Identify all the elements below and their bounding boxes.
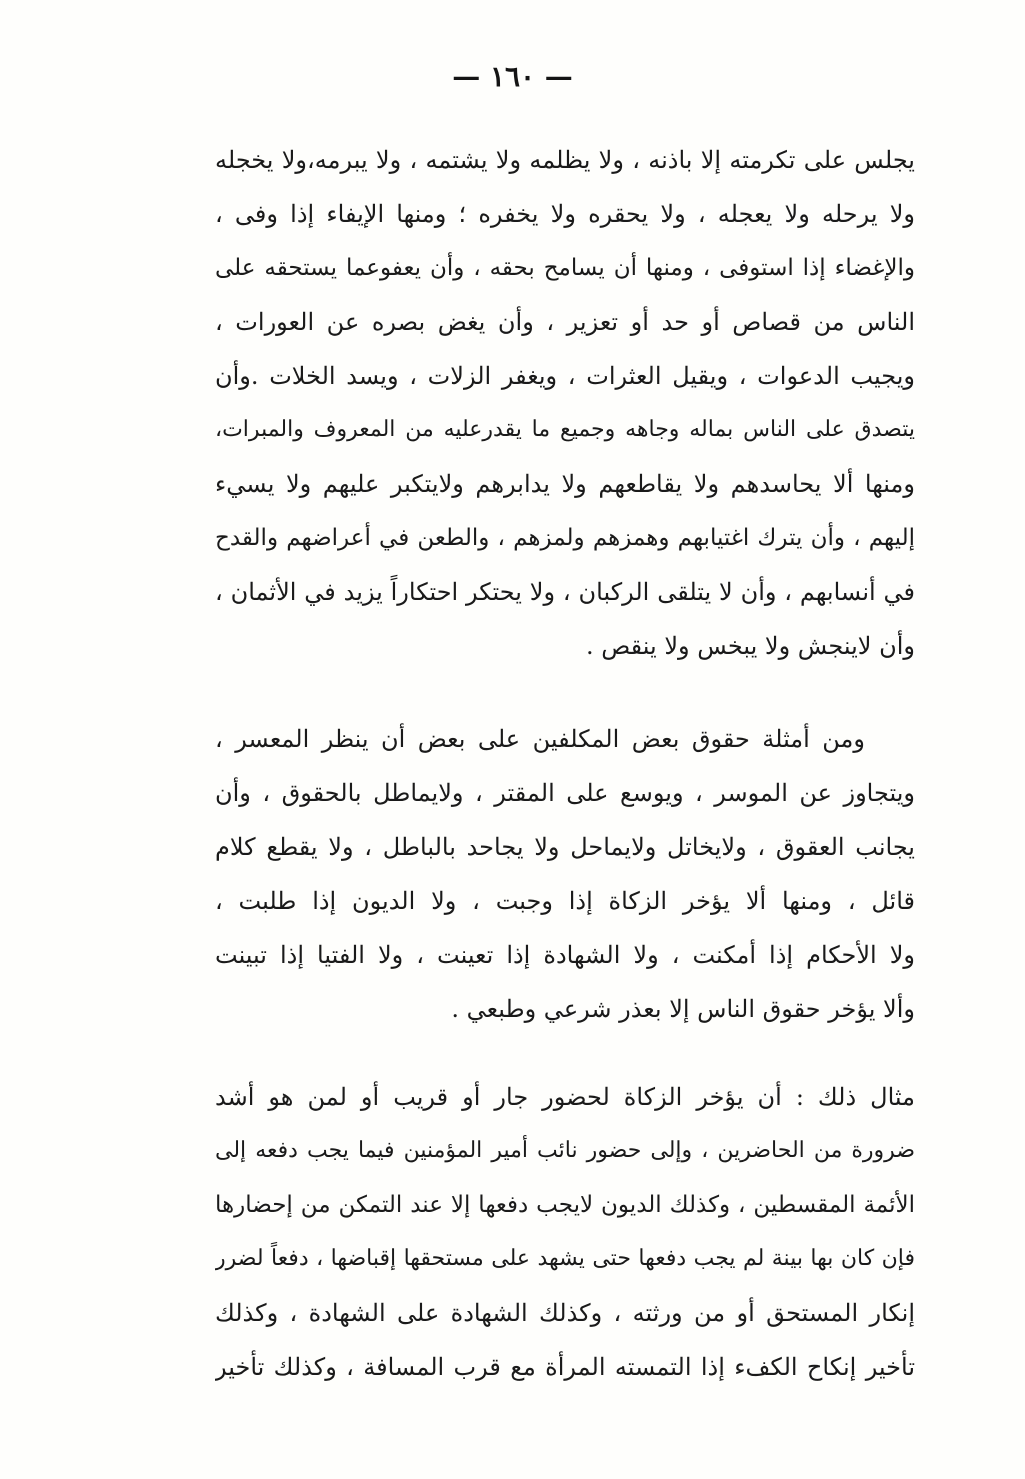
text-line: إليهم ، وأن يترك اغتيابهم وهمزهم ولمزهم ، والطعن في أعراضهم والقدح: [215, 525, 915, 551]
text-line: في أنسابهم ، وأن لا يتلقى الركبان ، ولا يحتكر احتكاراً يزيد في الأثمان ،: [215, 578, 915, 606]
text-line: ولا يرحله ولا يعجله ، ولا يحقره ولا يخفره ؛ ومنها الإيفاء إذا وفى ،: [215, 200, 915, 228]
text-line: تأخير إنكاح الكفء إذا التمسته المرأة مع قرب المسافة ، وكذلك تأخير: [215, 1353, 915, 1381]
text-line: الأئمة المقسطين ، وكذلك الديون لايجب دفعها إلا عند التمكن من إحضارها: [215, 1192, 915, 1218]
text-line: وألا يؤخر حقوق الناس إلا بعذر شرعي وطبعي .: [451, 995, 915, 1023]
text-line: إنكار المستحق أو من ورثته ، وكذلك الشهادة على الشهادة ، وكذلك: [215, 1299, 915, 1327]
text-line: ولا الأحكام إذا أمكنت ، ولا الشهادة إذا تعينت ، ولا الفتيا إذا تبينت: [215, 941, 915, 969]
text-line: يتصدق على الناس بماله وجاهه وجميع ما يقدرعليه من المعروف والمبرات،: [215, 417, 915, 442]
text-line: ضرورة من الحاضرين ، وإلى حضور نائب أمير المؤمنين فيما يجب دفعه إلى: [215, 1138, 915, 1163]
text-line: يجانب العقوق ، ولايخاتل ولايماحل ولا يجاحد بالباطل ، ولا يقطع كلام: [215, 833, 915, 861]
text-line: ومن أمثلة حقوق بعض المكلفين على بعض أن ينظر المعسر ،: [215, 725, 865, 753]
text-line: ومنها ألا يحاسدهم ولا يقاطعهم ولا يدابرهم ولايتكبر عليهم ولا يسيء: [215, 470, 915, 498]
page-number: — ١٦٠ —: [452, 60, 573, 93]
paragraph-1: [215, 133, 915, 673]
text-line: الناس من قصاص أو حد أو تعزير ، وأن يغض بصره عن العورات ،: [215, 308, 915, 336]
text-line: ويتجاوز عن الموسر ، ويوسع على المقتر ، ولايماطل بالحقوق ، وأن: [215, 779, 915, 807]
text-line: مثال ذلك : أن يؤخر الزكاة لحضور جار أو قريب أو لمن هو أشد: [215, 1083, 915, 1111]
text-line: وأن لاينجش ولا يبخس ولا ينقص .: [585, 632, 915, 660]
text-line: قائل ، ومنها ألا يؤخر الزكاة إذا وجبت ، ولا الديون إذا طلبت ،: [215, 887, 915, 915]
text-line: يجلس على تكرمته إلا باذنه ، ولا يظلمه ولا يشتمه ، ولا يبرمه،ولا يخجله: [215, 146, 915, 174]
paragraph-2: [215, 712, 915, 1036]
paragraph-3: [215, 1070, 915, 1394]
text-line: فإن كان بها بينة لم يجب دفعها حتى يشهد على مستحقها إقباضها ، دفعاً لضرر: [215, 1246, 915, 1271]
text-line: ويجيب الدعوات ، ويقيل العثرات ، ويغفر الزلات ، ويسد الخلات .وأن: [215, 362, 915, 390]
text-line: والإغضاء إذا استوفى ، ومنها أن يسامح بحقه ، وأن يعفوعما يستحقه على: [215, 255, 915, 281]
